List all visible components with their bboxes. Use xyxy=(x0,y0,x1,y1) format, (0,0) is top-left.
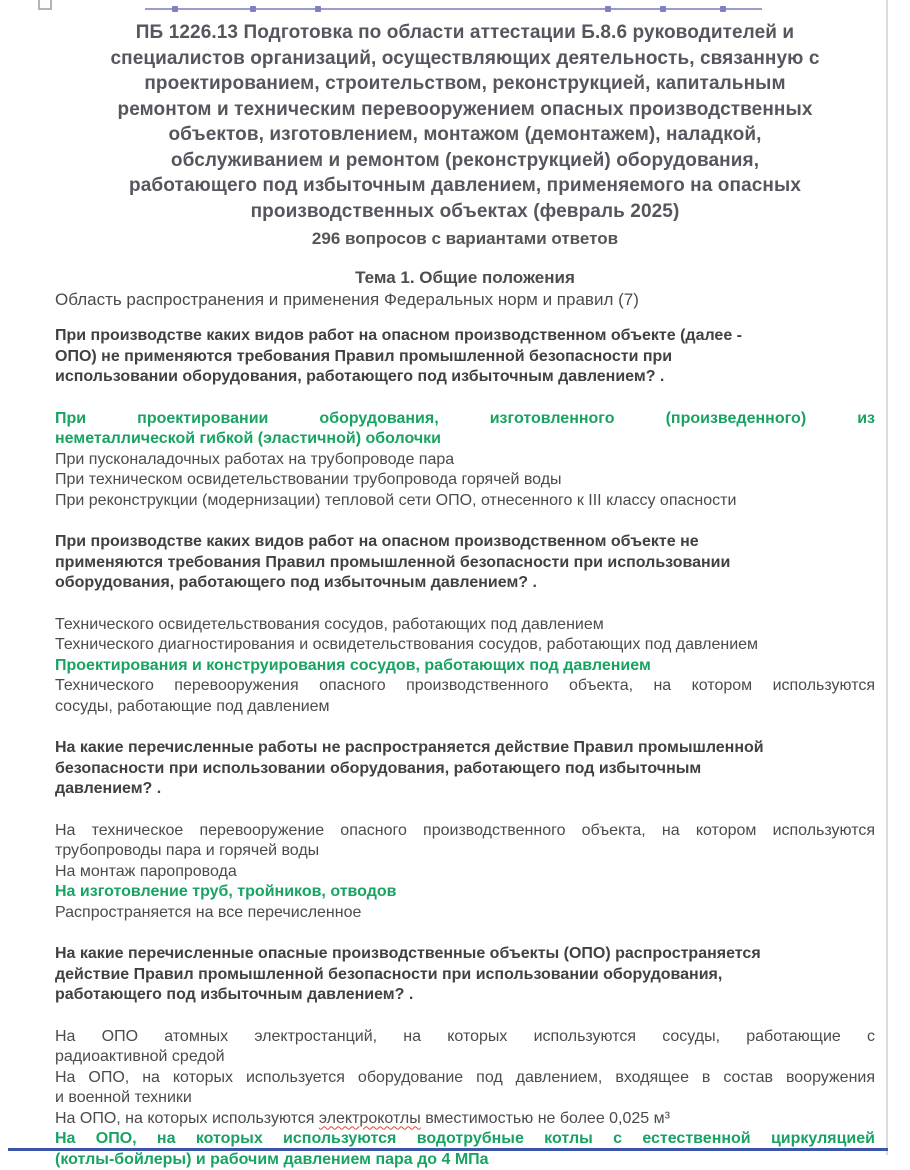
document-title xyxy=(55,20,875,224)
question-line: работающего под избыточным давлением? . xyxy=(55,985,875,1006)
title-line: работающего под избыточным давлением, применяемого на опасных xyxy=(55,173,875,199)
question-line: действие Правил промышленной безопасности при использовании оборудования, xyxy=(55,965,875,986)
title-line: проектированием, строительством, реконструкцией, капитальным xyxy=(55,71,875,97)
answer-line: радиоактивной средой xyxy=(55,1047,875,1068)
answer-text: вместимостью не более 0,025 м³ xyxy=(421,1110,670,1127)
answer-option: При реконструкции (модернизации) тепловой сети ОПО, отнесенного к III классу опасности xyxy=(55,491,875,512)
answer-option: Технического диагностирования и освидетельствования сосудов, работающих под давлением xyxy=(55,635,875,656)
bottom-border-line xyxy=(8,1148,888,1151)
answer-option-correct xyxy=(55,409,875,450)
question-line: применяются требования Правил промышленной безопасности при использовании xyxy=(55,553,875,574)
answer-option-correct: Проектирования и конструирования сосудов, работающих под давлением xyxy=(55,656,875,677)
question-line: безопасности при использовании оборудования, работающего под избыточным xyxy=(55,759,875,780)
answer-line: сосуды, работающие под давлением xyxy=(55,697,875,718)
answer-line: На ОПО атомных электростанций, на которых используются сосуды, работающие с xyxy=(55,1027,875,1048)
answer-line: и военной техники xyxy=(55,1088,875,1109)
scope-line: Область распространения и применения Федеральных норм и правил (7) xyxy=(55,289,875,311)
answer-line: На ОПО, на которых используются водотрубные котлы с естественной циркуляцией xyxy=(55,1129,875,1150)
answer-option xyxy=(55,821,875,862)
answer-option: При техническом освидетельствовании трубопровода горячей воды xyxy=(55,470,875,491)
question-line: На какие перечисленные работы не распространяется действие Правил промышленной xyxy=(55,738,875,759)
answer-option: При пусконаладочных работах на трубопроводе пара xyxy=(55,450,875,471)
answer-line: трубопроводы пара и горячей воды xyxy=(55,841,875,862)
answer-line: При проектировании оборудования, изготовленного (произведенного) из xyxy=(55,409,875,430)
answer-option: Распространяется на все перечисленное xyxy=(55,903,875,924)
answer-line: На техническое перевооружение опасного производственного объекта, на котором используются xyxy=(55,821,875,842)
answer-line: Технического перевооружения опасного производственного объекта, на котором используются xyxy=(55,676,875,697)
title-line: обслуживанием и ремонтом (реконструкцией) оборудования, xyxy=(55,148,875,174)
answers-list xyxy=(55,409,875,512)
answer-option xyxy=(55,1068,875,1109)
answer-option: На монтаж паропровода xyxy=(55,862,875,883)
title-line: производственных объектах (февраль 2025) xyxy=(55,199,875,225)
answer-option: Технического освидетельствования сосудов, работающих под давлением xyxy=(55,615,875,636)
question-text xyxy=(55,532,875,594)
answer-line: На ОПО, на которых используется оборудование под давлением, входящее в состав вооружения xyxy=(55,1068,875,1089)
question-line: давлением? . xyxy=(55,779,875,800)
question-line: оборудования, работающего под избыточным давлением? . xyxy=(55,573,875,594)
question-line: При производстве каких видов работ на опасном производственном объекте (далее - xyxy=(55,326,875,347)
question-text xyxy=(55,944,875,1006)
answer-option xyxy=(55,1109,875,1130)
answer-option xyxy=(55,1027,875,1068)
title-line: ремонтом и техническим перевооружением опасных производственных xyxy=(55,97,875,123)
answer-text: На ОПО, на которых используются xyxy=(55,1110,319,1127)
answer-option xyxy=(55,676,875,717)
answers-list xyxy=(55,821,875,924)
title-line: специалистов организаций, осуществляющих деятельность, связанную с xyxy=(55,46,875,72)
question-line: При производстве каких видов работ на опасном производственном объекте не xyxy=(55,532,875,553)
answer-option-correct: На изготовление труб, тройников, отводов xyxy=(55,882,875,903)
answer-line: (котлы-бойлеры) и рабочим давлением пара до 4 МПа xyxy=(55,1150,875,1170)
question-count-subtitle: 296 вопросов с вариантами ответов xyxy=(55,228,875,250)
question-line: использовании оборудования, работающего под избыточным давлением? . xyxy=(55,367,875,388)
answers-list xyxy=(55,615,875,718)
misspelled-word: электрокотлы xyxy=(319,1110,421,1127)
question-line: На какие перечисленные опасные производственные объекты (ОПО) распространяется xyxy=(55,944,875,965)
title-line: объектов, изготовлением, монтажом (демонтажем), наладкой, xyxy=(55,122,875,148)
answer-line: неметаллической гибкой (эластичной) оболочки xyxy=(55,429,875,450)
question-line: ОПО) не применяются требования Правил промышленной безопасности при xyxy=(55,347,875,368)
question-text xyxy=(55,738,875,800)
question-text xyxy=(55,326,875,388)
title-line: ПБ 1226.13 Подготовка по области аттестации Б.8.6 руководителей и xyxy=(55,20,875,46)
theme-heading: Тема 1. Общие положения xyxy=(55,267,875,289)
